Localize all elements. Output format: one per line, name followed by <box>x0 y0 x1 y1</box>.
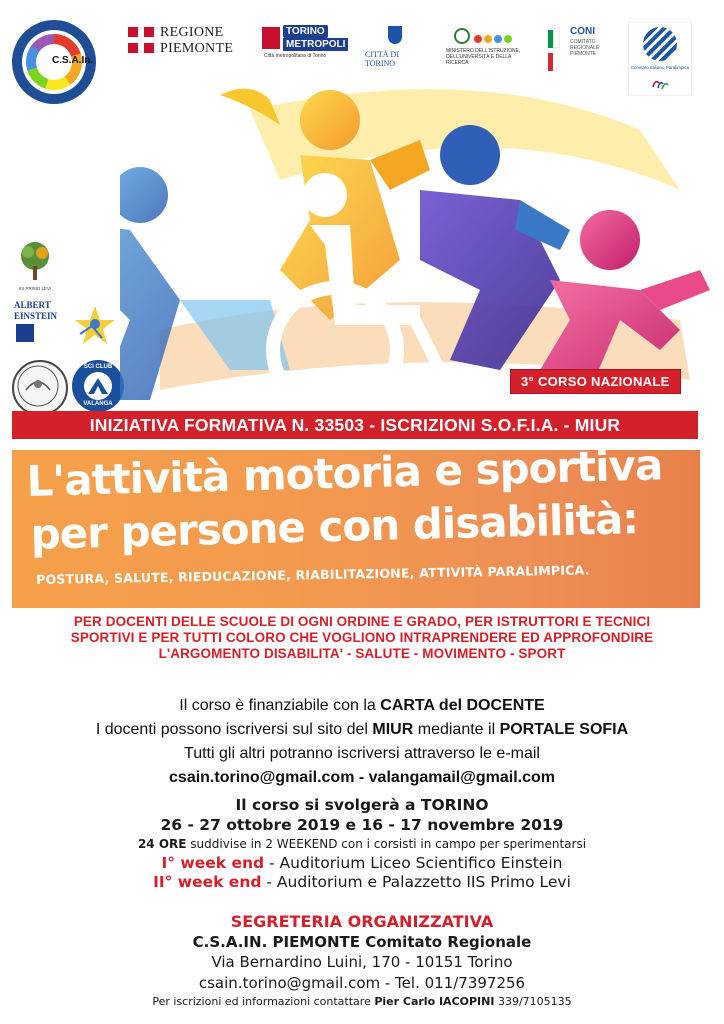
location-line: Il corso si svolgerà a TORINO <box>235 796 489 814</box>
iniziativa-banner: INIZIATIVA FORMATIVA N. 33503 - ISCRIZIONI S.O.F.I.A. - MIUR <box>12 411 698 439</box>
course-badge: 3° CORSO NAZIONALE <box>510 369 681 394</box>
others-line: Tutti gli altri potranno iscriversi attraverso le e-mail <box>184 745 540 762</box>
hours-line: 24 ORE suddivise in 2 WEEKEND con i corsisti in campo per sperimentarsi <box>137 837 587 851</box>
weekend-1-line <box>0 853 724 873</box>
audience-line: PER DOCENTI DELLE SCUOLE DI OGNI ORDINE E GRADO, PER ISTRUTTORI E TECNICI <box>73 614 651 629</box>
star-figure-logo <box>72 304 118 346</box>
sciclub-text: SCI CLUB <box>83 364 113 370</box>
torino-sub-text: Città metropolitana di Torino <box>264 53 327 59</box>
albert-text: ALBERT <box>14 300 51 310</box>
secretariat-block <box>0 912 724 1010</box>
colored-dots-icon <box>474 30 518 40</box>
runners-illustration <box>120 70 720 470</box>
contact-emails: csain.torino@gmail.com - valangamail@gmail.com <box>169 769 555 786</box>
title-line-2: per persone con disabilità: <box>29 494 639 559</box>
weekend-1-label: I° week end <box>161 854 265 872</box>
torino-crest-icon <box>388 26 402 44</box>
primo-levi-text: IIS PRIMO LEVI <box>18 286 52 291</box>
association-seal-logo <box>12 360 68 416</box>
csain-logo-text: C.S.A.In. <box>52 55 94 66</box>
secretariat-address: Via Bernardino Luini, 170 - 10151 Torino <box>211 953 513 971</box>
torino-shield-icon <box>262 27 280 49</box>
italy-flag-icon <box>548 28 564 46</box>
piemonte-flag-icon <box>128 27 154 53</box>
audience-text <box>10 614 714 662</box>
cip-text: Comitato Italiano Paralimpico <box>630 65 690 70</box>
weekend-1-venue: - Auditorium Liceo Scientifico Einstein <box>264 854 563 872</box>
topics-subtitle: POSTURA, SALUTE, RIEDUCAZIONE, RIABILITAZIONE, ATTIVITÀ PARALIMPICA. <box>36 562 590 587</box>
metropoli-text: METROPOLI <box>283 38 348 51</box>
secretariat-note: Per iscrizioni ed informazioni contattare Pier Carlo IACOPINI 339/7105135 <box>152 995 572 1008</box>
regione-text: REGIONE <box>160 25 224 40</box>
valanga-emblem-icon <box>84 372 112 400</box>
weekend-2-venue: - Auditorium e Palazzetto IIS Primo Levi <box>261 873 571 891</box>
coni-logo <box>548 26 610 62</box>
secretariat-contact: csain.torino@gmail.com - Tel. 011/7397256 <box>198 974 526 992</box>
miur-logo <box>446 26 524 66</box>
primo-levi-logo <box>16 238 54 294</box>
enrollment-info <box>0 694 724 790</box>
carta-docente-line: Il corso è finanziabile con la CARTA del DOCENTE <box>179 697 545 714</box>
einstein-badge-icon <box>16 324 34 342</box>
csain-logo <box>12 20 96 104</box>
title-line-1: L'attività motoria e sportiva <box>25 440 663 506</box>
weekend-2-label: II° week end <box>153 873 262 891</box>
miur-line: I docenti possono iscriversi sul sito del MIUR mediante il PORTALE SOFIA <box>95 721 629 738</box>
coni-text: CONI <box>570 26 595 37</box>
coni-sub-text: COMITATO REGIONALE PIEMONTE <box>570 39 600 57</box>
secretariat-org: C.S.A.IN. PIEMONTE Comitato Regionale <box>192 933 532 951</box>
valanga-text: VALANGA <box>83 401 113 407</box>
regione-piemonte-logo <box>128 24 236 58</box>
schedule-block <box>0 795 724 853</box>
piemonte-text: PIEMONTE <box>160 41 234 56</box>
dates-line: 26 - 27 ottobre 2019 e 16 - 17 novembre 2019 <box>160 816 564 834</box>
citta-di-torino-logo <box>363 26 429 68</box>
cip-emblem-icon <box>643 27 677 61</box>
sci-club-valanga-logo <box>72 360 124 412</box>
einstein-text: EINSTEIN <box>14 311 58 321</box>
citta-text: CITTÀ DI TORINO <box>365 50 399 68</box>
republic-emblem-icon <box>454 28 470 44</box>
weekend-2-line <box>0 872 724 892</box>
secretariat-heading: SEGRETERIA ORGANIZZATIVA <box>230 912 494 931</box>
ministero-text: MINISTERO DELL'ISTRUZIONE, DELL'UNIVERSITÀ E DELLA RICERCA <box>446 48 521 66</box>
einstein-logo <box>14 300 58 346</box>
audience-line: SPORTIVI E PER TUTTI COLORO CHE VOGLIONO INTRAPRENDERE ED APPROFONDIRE <box>70 630 654 645</box>
torino-text: TORINO <box>283 25 328 38</box>
audience-line: L'ARGOMENTO DISABILITA' - SALUTE - MOVIMENTO - SPORT <box>158 646 566 661</box>
torino-metropoli-logo <box>262 25 346 59</box>
